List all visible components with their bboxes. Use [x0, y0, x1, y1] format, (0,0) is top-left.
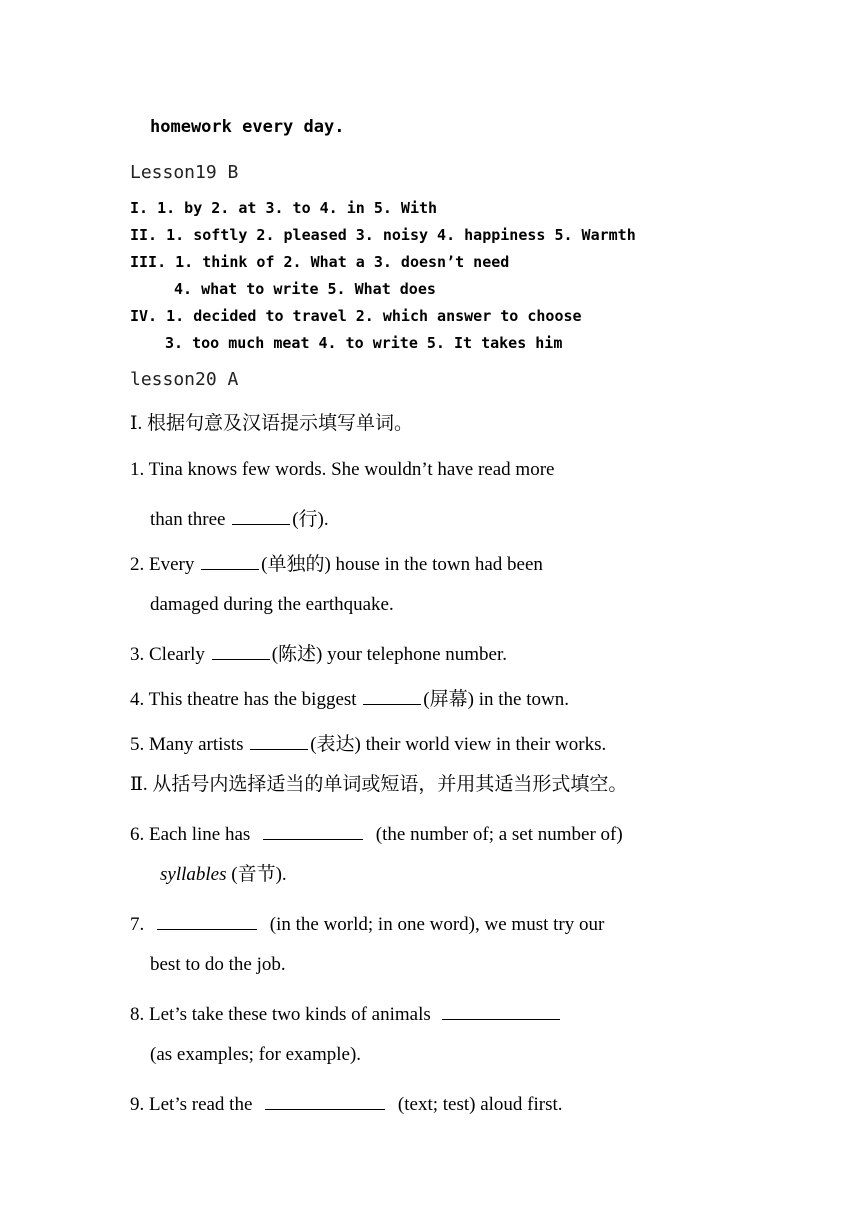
- q8-line2: (as examples; for example).: [150, 1044, 362, 1065]
- q9-blank[interactable]: [265, 1090, 385, 1110]
- q5-hint: (表达) their world view in their works.: [310, 734, 607, 755]
- q1-text: than three: [150, 509, 226, 530]
- q3-blank[interactable]: [212, 640, 270, 660]
- q6-line1: [130, 820, 623, 844]
- q2-line2: damaged during the earthquake.: [150, 594, 394, 615]
- q8-line1: [130, 1000, 566, 1024]
- continuation-text: homework every day.: [150, 117, 345, 137]
- q1-blank[interactable]: [232, 505, 290, 525]
- q2-line1: [130, 550, 543, 574]
- q4-line: [130, 685, 569, 709]
- q7-text: 7.: [130, 914, 145, 935]
- q6-options: (the number of; a set number of): [375, 824, 623, 845]
- q6-text: 6. Each line has: [130, 824, 251, 845]
- q6-line2: [160, 865, 287, 884]
- lesson20a-heading: lesson20 A: [130, 369, 239, 390]
- q2-hint: (单独的) house in the town had been: [261, 554, 543, 575]
- section2-title: Ⅱ. 从括号内选择适当的单词或短语，并用其适当形式填空。: [130, 774, 628, 795]
- q1-line2: [150, 505, 329, 529]
- answer-line: III. 1. think of 2. What a 3. doesn’t need: [130, 253, 510, 271]
- q8-blank[interactable]: [442, 1000, 560, 1020]
- q1-line1: 1. Tina knows few words. She wouldn’t have read more: [130, 459, 555, 480]
- q2-text: 2. Every: [130, 554, 195, 575]
- q3-line: [130, 640, 507, 664]
- q6-hint: (音节).: [231, 864, 287, 885]
- answer-line: II. 1. softly 2. pleased 3. noisy 4. happiness 5. Warmth: [130, 226, 636, 244]
- section1-title: Ⅰ. 根据句意及汉语提示填写单词。: [130, 413, 414, 434]
- q4-hint: (屏幕) in the town.: [423, 689, 569, 710]
- lesson19b-heading: Lesson19 B: [130, 162, 239, 183]
- q5-line: [130, 730, 606, 754]
- answer-line: I. 1. by 2. at 3. to 4. in 5. With: [130, 199, 438, 217]
- answer-line: 3. too much meat 4. to write 5. It takes him: [165, 334, 563, 352]
- q7-line2: best to do the job.: [150, 954, 286, 975]
- q8-text: 8. Let’s take these two kinds of animals: [130, 1004, 431, 1025]
- q1-hint: (行).: [292, 509, 329, 530]
- q9-line: [130, 1090, 563, 1114]
- q3-hint: (陈述) your telephone number.: [271, 644, 508, 665]
- q7-line1: [130, 910, 604, 934]
- q6-italic-word: syllables: [160, 864, 227, 885]
- q2-blank[interactable]: [201, 550, 259, 570]
- q3-text: 3. Clearly: [130, 644, 205, 665]
- q9-options: (text; test) aloud first.: [397, 1094, 563, 1115]
- q4-blank[interactable]: [363, 685, 421, 705]
- q7-blank[interactable]: [157, 910, 257, 930]
- q9-text: 9. Let’s read the: [130, 1094, 253, 1115]
- q5-text: 5. Many artists: [130, 734, 244, 755]
- q6-blank[interactable]: [263, 820, 363, 840]
- q5-blank[interactable]: [250, 730, 308, 750]
- q4-text: 4. This theatre has the biggest: [130, 689, 357, 710]
- answer-line: 4. what to write 5. What does: [174, 280, 436, 298]
- q7-options: (in the world; in one word), we must try our: [269, 914, 605, 935]
- answer-line: IV. 1. decided to travel 2. which answer to choose: [130, 307, 582, 325]
